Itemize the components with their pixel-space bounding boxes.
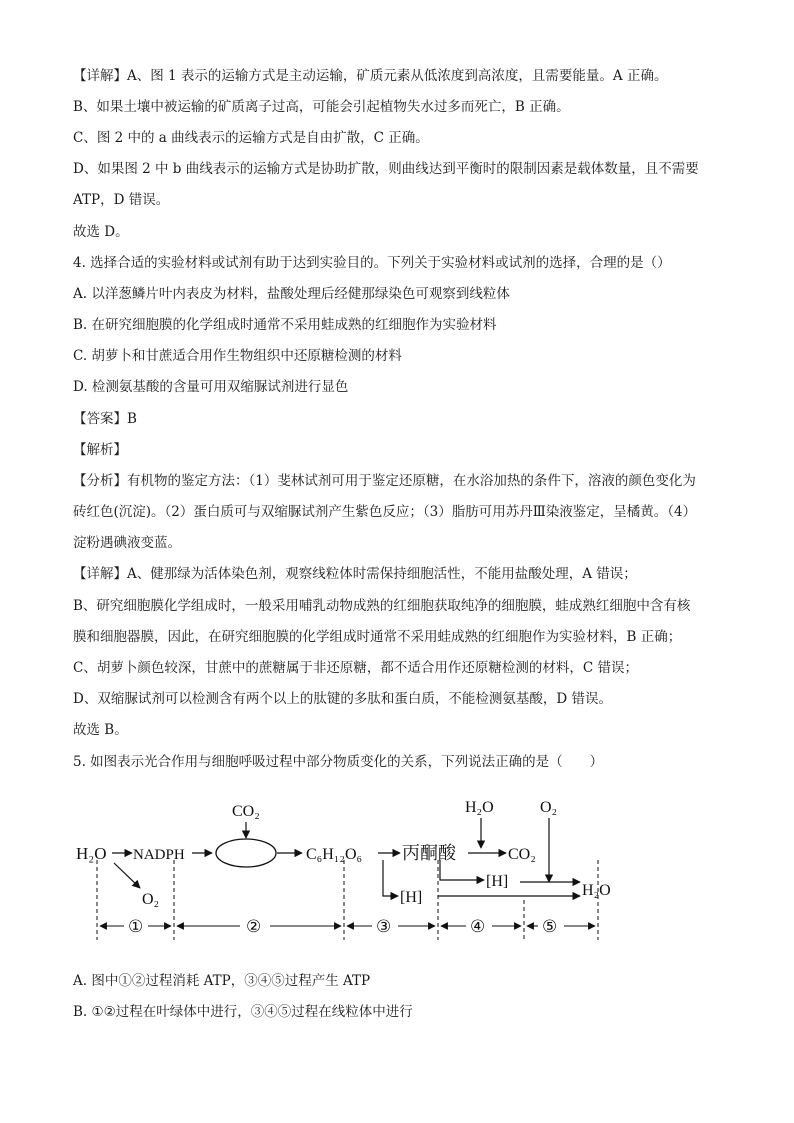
glucose-label: C₆H₁₂O₆ (306, 846, 363, 863)
h-left-label: [H] (400, 889, 423, 906)
text-line: 砖红色(沉淀)。（2）蛋白质可与双缩脲试剂产生紫色反应；（3）脂肪可用苏丹Ⅲ染液鉴定，呈橘黄。（4） (73, 504, 697, 520)
analysis-heading: 【解析】 (73, 442, 127, 458)
stage-4-label: ④ (470, 917, 486, 936)
text-line: 【分析】有机物的鉴定方法：（1）斐林试剂可用于鉴定还原糖，在水浴加热的条件下，溶液的颜色变化为 (73, 473, 696, 489)
option-a: A. 以洋葱鳞片叶内表皮为材料，盐酸处理后经健那绿染色可观察到线粒体 (73, 286, 510, 302)
text-line: 【详解】A、健那绿为活体染色剂，观察线粒体时需保持细胞活性，不能用盐酸处理，A 错误； (73, 566, 637, 582)
stage-dividers (97, 860, 598, 940)
h-right-label: [H] (486, 873, 509, 890)
stage-3-label: ③ (376, 917, 392, 936)
h2o-top-label: H₂O (465, 799, 494, 816)
h2o-right-label: H₂O (582, 882, 611, 899)
text-line: B、如果土壤中被运输的矿质离子过高，可能会引起植物失水过多而死亡，B 正确。 (73, 99, 570, 115)
pyruvate-label: 丙酮酸 (402, 843, 456, 863)
option-b: B. 在研究细胞膜的化学组成时通常不采用蛙成熟的红细胞作为实验材料 (73, 317, 497, 333)
co2-right-label: CO₂ (508, 846, 536, 863)
text-line: D、如果图 2 中 b 曲线表示的运输方式是协助扩散，则曲线达到平衡时的限制因素是载体数量，且不需要 (73, 161, 699, 177)
text-line: B、研究细胞膜化学组成时，一般采用哺乳动物成熟的红细胞获取纯净的细胞膜，蛙成熟红细胞中含有核 (73, 598, 691, 614)
q5-option-b: B. ①②过程在叶绿体中进行，③④⑤过程在线粒体中进行 (73, 1004, 413, 1020)
text-line: 淀粉遇碘液变蓝。 (73, 535, 181, 551)
q5-option-a: A. 图中①②过程消耗 ATP，③④⑤过程产生 ATP (73, 973, 371, 989)
stage-2-label: ② (246, 917, 262, 936)
text-line: ATP，D 错误。 (73, 192, 170, 208)
text-line: 故选 B。 (73, 722, 128, 738)
option-d: D. 检测氨基酸的含量可用双缩脲试剂进行显色 (73, 379, 349, 395)
text-line: D、双缩脲试剂可以检测含有两个以上的肽键的多肽和蛋白质，不能检测氨基酸，D 错误。 (73, 691, 612, 707)
h2o-left-label: H₂O (76, 844, 107, 863)
question-4-stem: 4. 选择合适的实验材料或试剂有助于达到实验目的。下列关于实验材料或试剂的选择，合理的是（） (73, 255, 671, 271)
question-5-stem: 5. 如图表示光合作用与细胞呼吸过程中部分物质变化的关系，下列说法正确的是（ ） (73, 754, 604, 770)
photosynthesis-respiration-diagram (70, 790, 630, 950)
calvin-cycle-ellipse (216, 839, 276, 867)
stage-1-label: ① (128, 917, 144, 936)
text-line: 【详解】A、图 1 表示的运输方式是主动运输，矿质元素从低浓度到高浓度，且需要能量。A 正确。 (73, 68, 668, 84)
answer-heading: 【答案】B (73, 411, 137, 427)
text-line: C、图 2 中的 a 曲线表示的运输方式是自由扩散，C 正确。 (73, 130, 429, 146)
stage-5-label: ⑤ (542, 917, 558, 936)
o2-top-label: O₂ (540, 799, 558, 816)
nadph-label: NADPH (133, 847, 185, 863)
o2-lower-label: O₂ (142, 891, 160, 908)
text-line: 膜和细胞器膜，因此，在研究细胞膜的化学组成时通常不采用蛙成熟的红细胞作为实验材料，B 正确； (73, 629, 682, 645)
co2-top-label: CO₂ (232, 803, 260, 820)
text-line: 故选 D。 (73, 224, 129, 240)
option-c: C. 胡萝卜和甘蔗适合用作生物组织中还原糖检测的材料 (73, 348, 402, 364)
text-line: C、胡萝卜颜色较深，甘蔗中的蔗糖属于非还原糖，都不适合用作还原糖检测的材料，C 错误； (73, 660, 638, 676)
